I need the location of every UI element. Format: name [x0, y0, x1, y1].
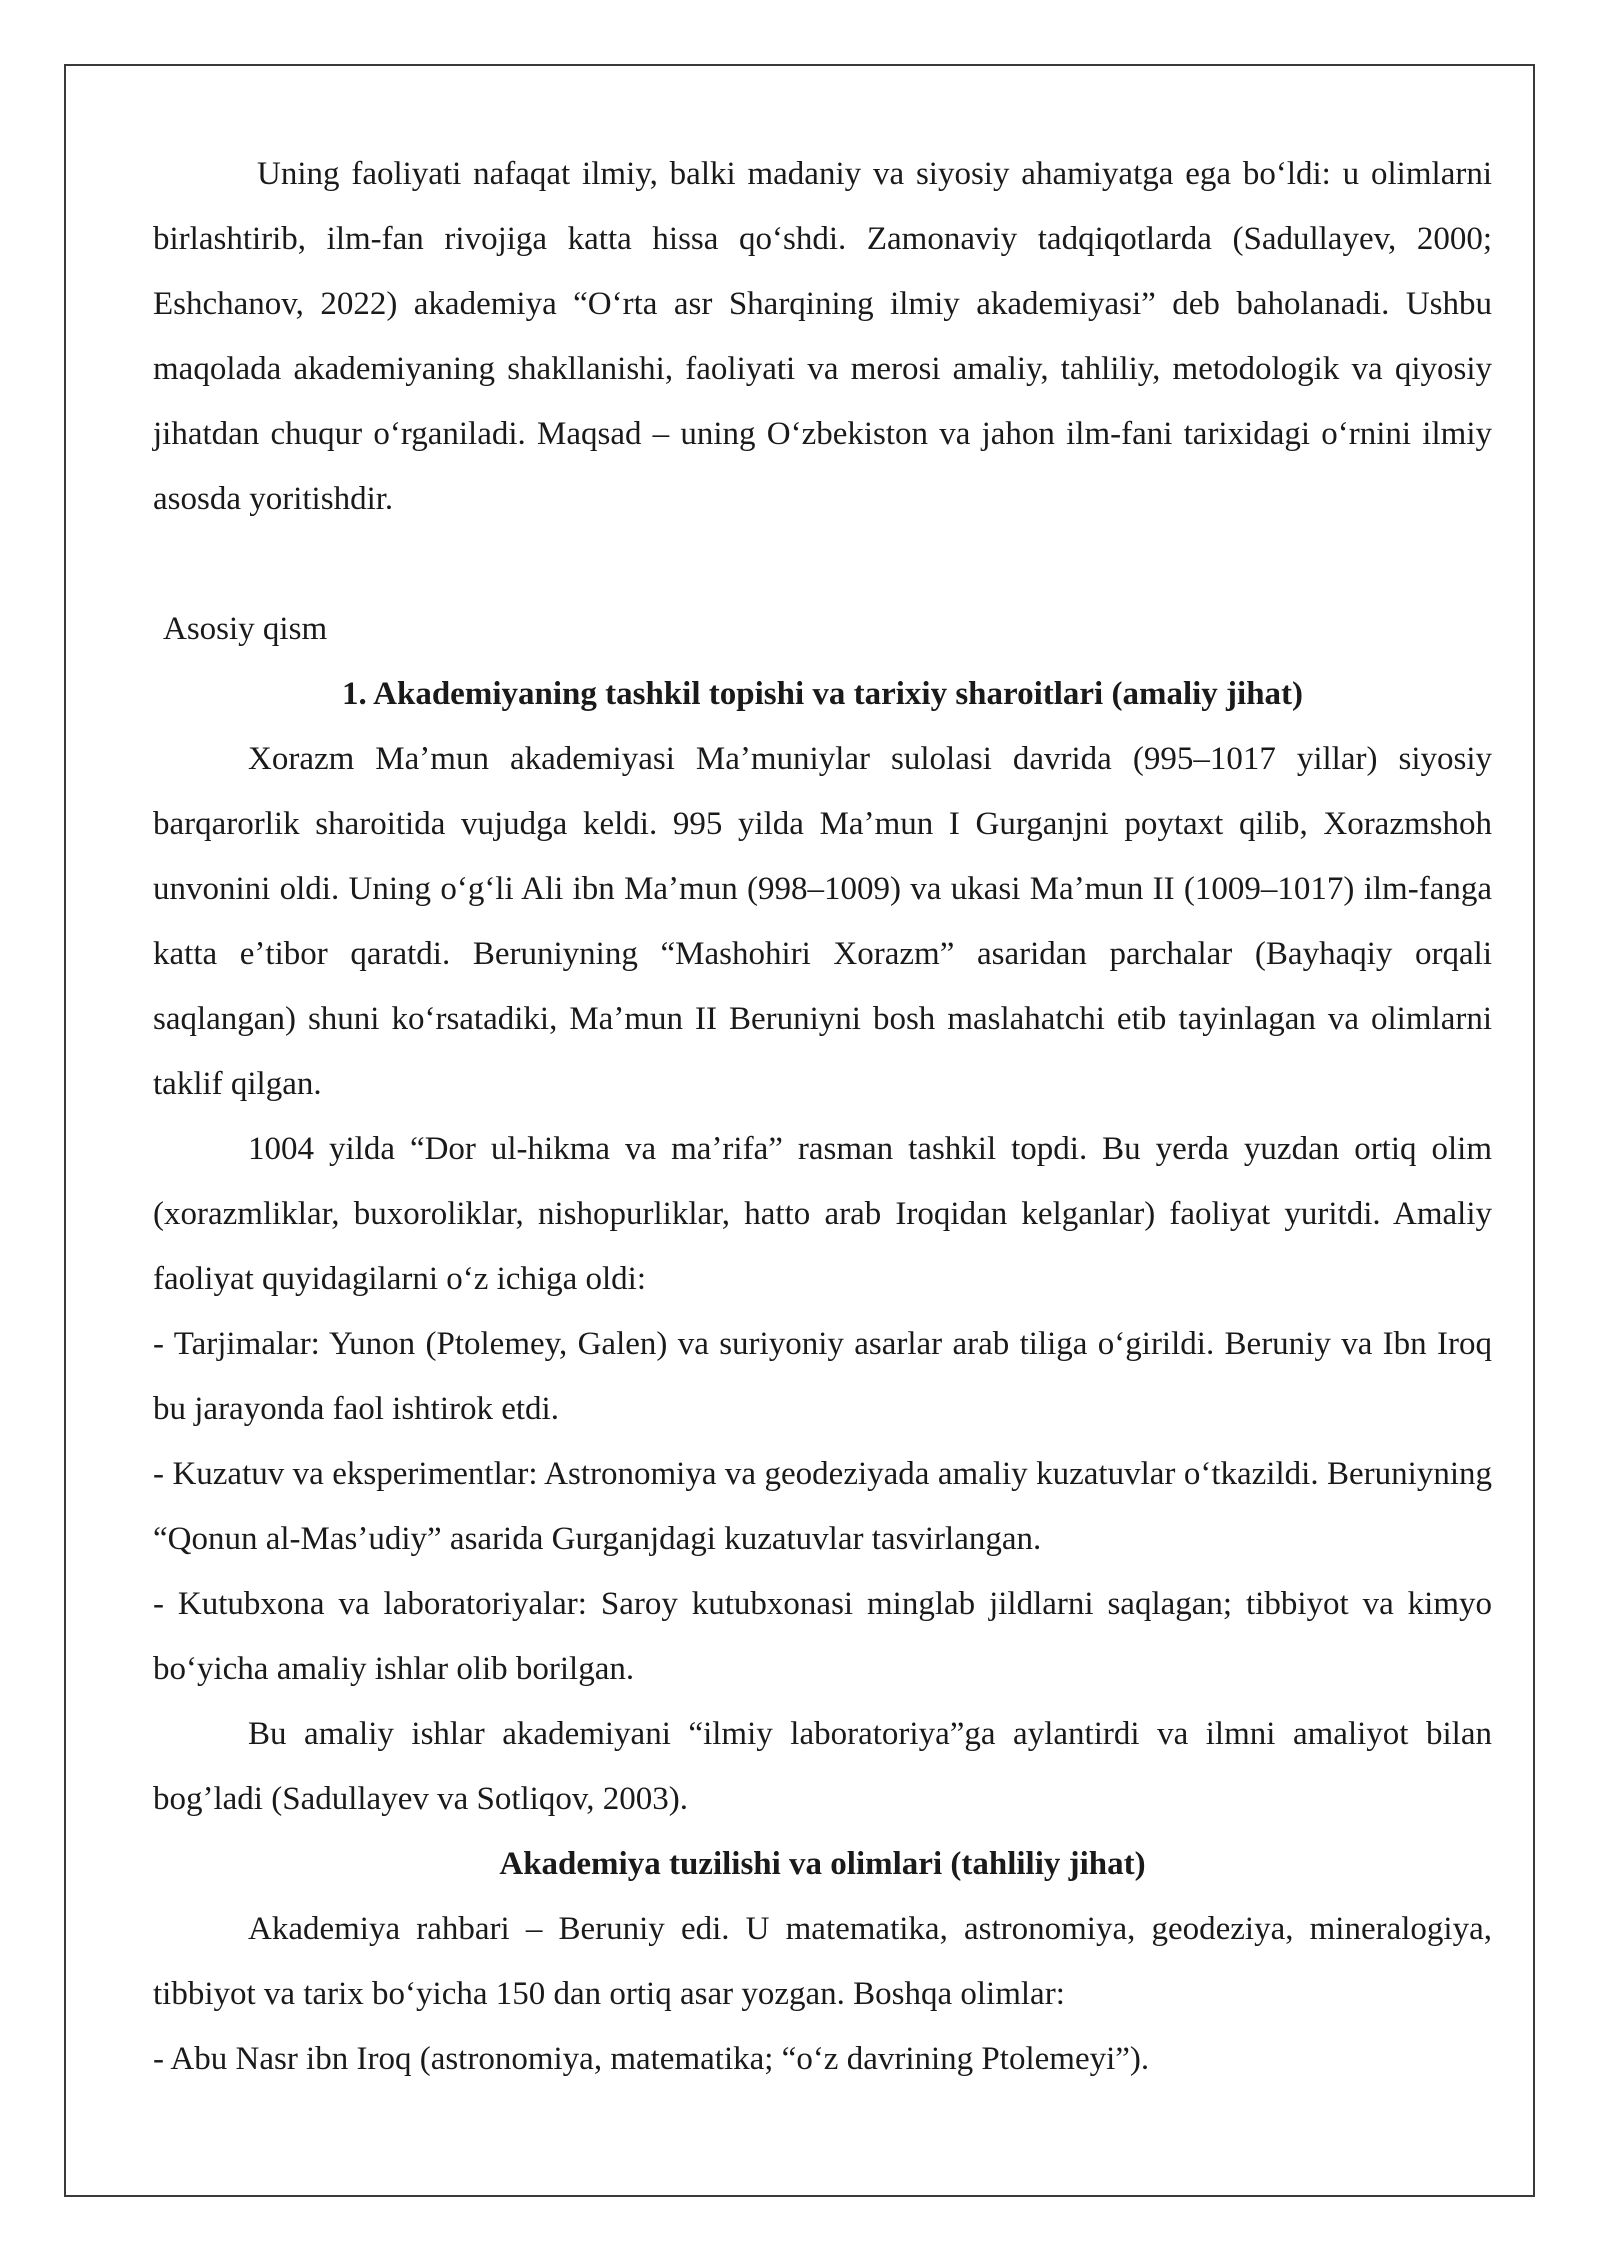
section1-paragraph-2: 1004 yilda “Dor ul-hikma va maʼrifa” rasman tashkil topdi. Bu yerda yuzdan ortiq olim (xorazmliklar, buxoroliklar, nishopurliklar, hatto arab Iroqidan kelganlar) faoliyat yuritdi. Amaliy faoliyat quyidagilarni oʻz ichiga oldi: — [153, 1131, 1492, 1297]
blank-line — [153, 532, 1492, 597]
list-item-ibn-iroq: - Abu Nasr ibn Iroq (astronomiya, matematika; “oʻz davrining Ptolemeyi”). — [153, 2041, 1150, 2077]
list-item-observations: - Kuzatuv va eksperimentlar: Astronomiya va geodeziyada amaliy kuzatuvlar oʻtkazildi. Beruniyning “Qonun al-Masʼudiy” asarida Gurganjdagi kuzatuvlar tasvirlangan. — [153, 1456, 1492, 1557]
document-body — [153, 142, 1492, 2092]
section1-paragraph-3: Bu amaliy ishlar akademiyani “ilmiy laboratoriya”ga aylantirdi va ilmni amaliyot bilan bogʼladi (Sadullayev va Sotliqov, 2003). — [153, 1716, 1492, 1817]
intro-paragraph: Uning faoliyati nafaqat ilmiy, balki madaniy va siyosiy ahamiyatga ega boʻldi: u olimlarni birlashtirib, ilm-fan rivojiga katta hissa qoʻshdi. Zamonaviy tadqiqotlarda (Sadullayev, 2000; Eshchanov, 2022) akademiya “Oʻrta asr Sharqining ilmiy akademiyasi” deb baholanadi. Ushbu maqolada akademiyaning shakllanishi, faoliyati va merosi amaliy, tahliliy, metodologik va qiyosiy jihatdan chuqur oʻrganiladi. Maqsad – uning Oʻzbekiston va jahon ilm-fani tarixidagi oʻrnini ilmiy asosda yoritishdir. — [153, 156, 1492, 517]
section2-heading: Akademiya tuzilishi va olimlari (tahliliy jihat) — [499, 1846, 1146, 1882]
section-label: Asosiy qism — [163, 611, 328, 647]
section1-paragraph-1: Xorazm Maʼmun akademiyasi Maʼmuniylar sulolasi davrida (995–1017 yillar) siyosiy barqarorlik sharoitida vujudga keldi. 995 yilda Maʼmun I Gurganjni poytaxt qilib, Xorazmshoh unvonini oldi. Uning oʻgʻli Ali ibn Maʼmun (998–1009) va ukasi Maʼmun II (1009–1017) ilm-fanga katta eʼtibor qaratdi. Beruniyning “Mashohiri Xorazm” asaridan parchalar (Bayhaqiy orqali saqlangan) shuni koʻrsatadiki, Maʼmun II Beruniyni bosh maslahatchi etib tayinlagan va olimlarni taklif qilgan. — [153, 741, 1492, 1102]
section1-heading: 1. Akademiyaning tashkil topishi va tarixiy sharoitlari (amaliy jihat) — [341, 676, 1304, 712]
list-item-library: - Kutubxona va laboratoriyalar: Saroy kutubxonasi minglab jildlarni saqlagan; tibbiyot va kimyo boʻyicha amaliy ishlar olib borilgan. — [153, 1586, 1492, 1687]
list-item-translations: - Tarjimalar: Yunon (Ptolemey, Galen) va suriyoniy asarlar arab tiliga oʻgirildi. Beruniy va Ibn Iroq bu jarayonda faol ishtirok etdi. — [153, 1326, 1492, 1427]
section2-paragraph-1: Akademiya rahbari – Beruniy edi. U matematika, astronomiya, geodeziya, mineralogiya, tibbiyot va tarix boʻyicha 150 dan ortiq asar yozgan. Boshqa olimlar: — [153, 1911, 1492, 2012]
